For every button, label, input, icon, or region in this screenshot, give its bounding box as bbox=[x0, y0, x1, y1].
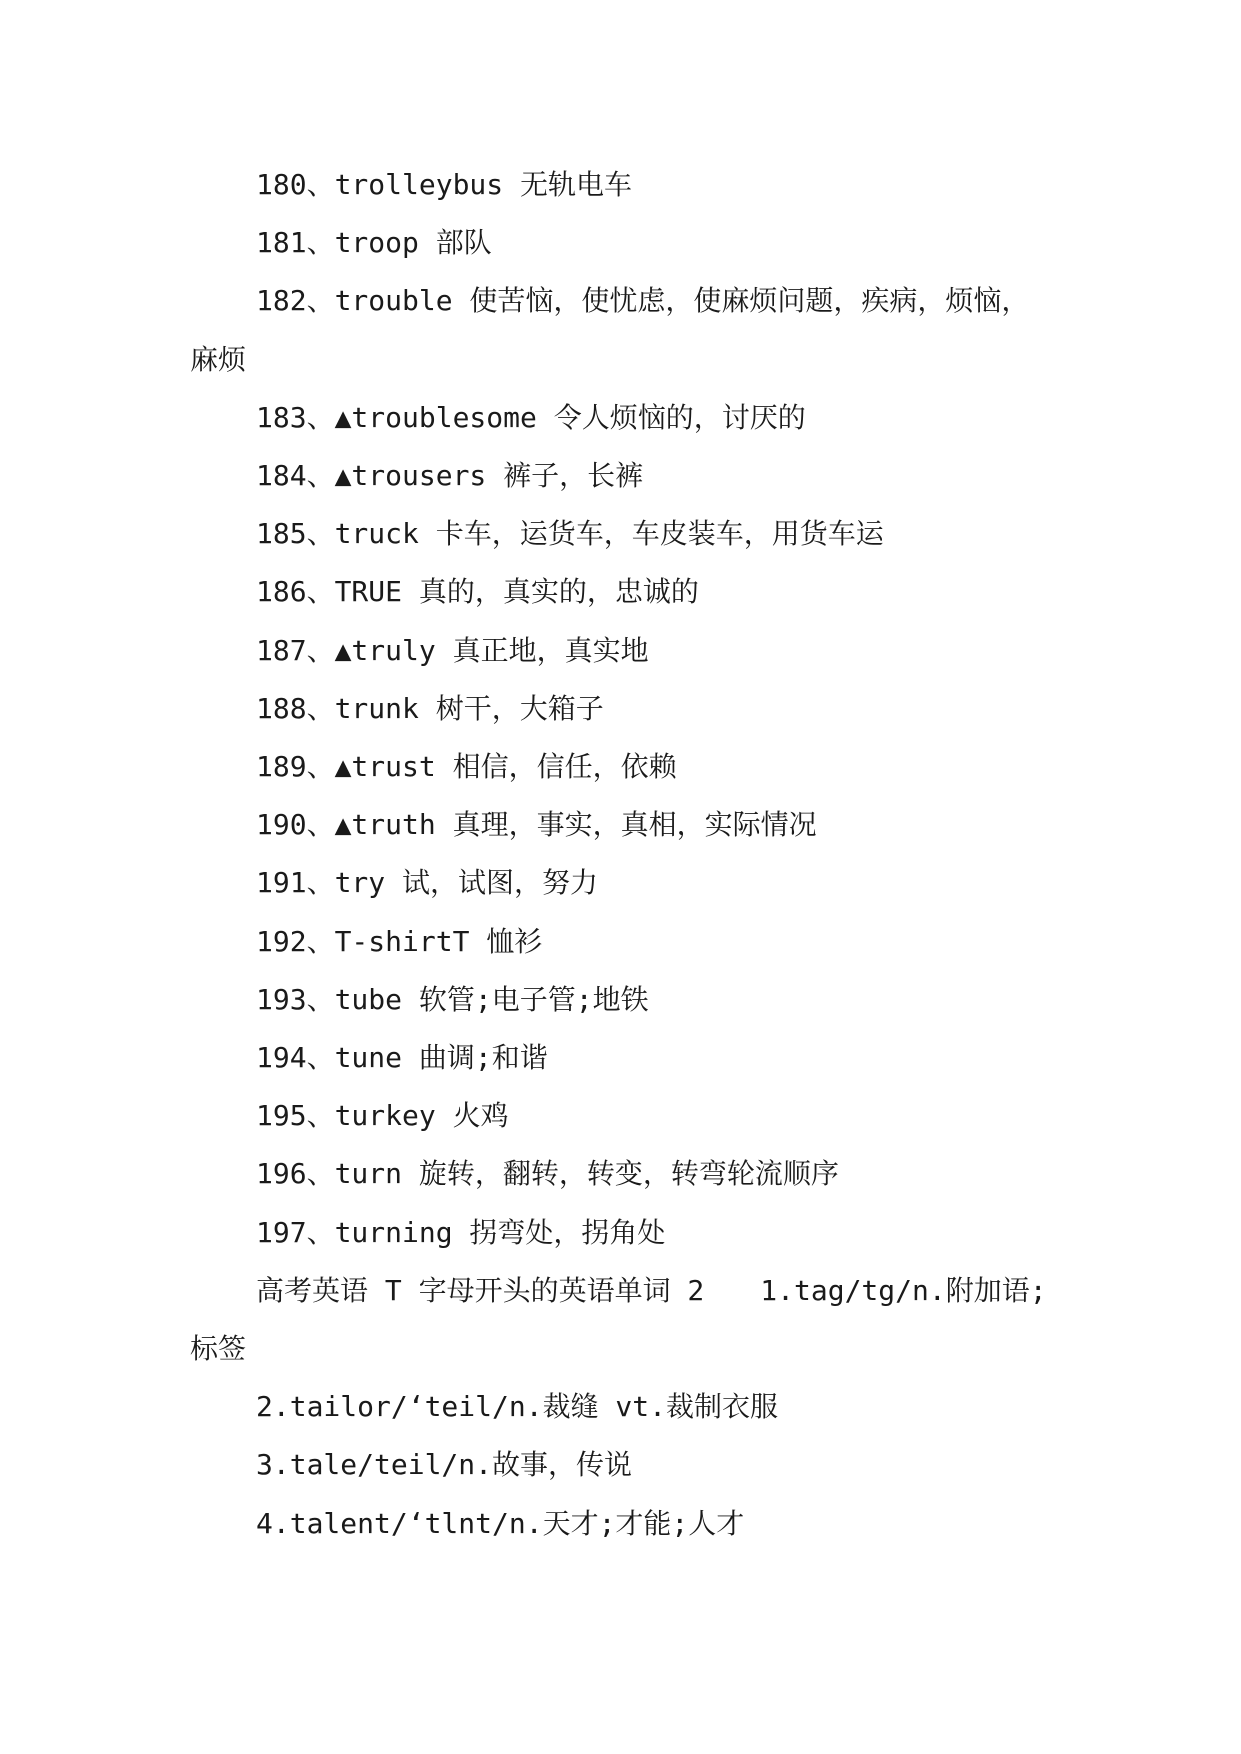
vocab-entry-182: 182、trouble 使苦恼，使忧虑，使麻烦问题，疾病，烦恼，麻烦 bbox=[190, 284, 1030, 376]
vocabulary-list bbox=[190, 156, 1056, 1553]
vocab-entry-186: 186、TRUE 真的，真实的，忠诚的 bbox=[256, 575, 699, 609]
vocab-entry-197: 197、turning 拐弯处，拐角处 bbox=[256, 1215, 666, 1249]
vocab-entry-184: 184、▲trousers 裤子，长裤 bbox=[256, 459, 644, 493]
vocab-entry-192: 192、T-shirtT 恤衫 bbox=[256, 924, 543, 958]
vocab-entry-185: 185、truck 卡车，运货车，车皮装车，用货车运 bbox=[256, 517, 884, 551]
vocab-entry-3: 3.tale/teil/n.故事，传说 bbox=[256, 1448, 633, 1482]
vocab-entry-195: 195、turkey 火鸡 bbox=[256, 1099, 509, 1133]
vocab-entry-4: 4.talent/‘tlnt/n.天才;才能;人才 bbox=[256, 1506, 745, 1540]
vocab-entry-190: 190、▲truth 真理，事实，真相，实际情况 bbox=[256, 808, 817, 842]
vocab-entry-180: 180、trolleybus 无轨电车 bbox=[256, 168, 633, 201]
vocab-entry-187: 187、▲truly 真正地，真实地 bbox=[256, 633, 649, 667]
vocab-entry-196: 196、turn 旋转，翻转，转变，转弯轮流顺序 bbox=[256, 1157, 839, 1191]
vocab-entry-194: 194、tune 曲调;和谐 bbox=[256, 1041, 548, 1075]
vocab-entry-189: 189、▲trust 相信，信任，依赖 bbox=[256, 750, 677, 784]
section-heading-with-entry-1: 高考英语 T 字母开头的英语单词 2 1.tag/tg/n.附加语;标签 bbox=[190, 1273, 1047, 1366]
vocab-entry-2: 2.tailor/‘teil/n.裁缝 vt.裁制衣服 bbox=[256, 1390, 779, 1424]
vocab-entry-191: 191、try 试，试图，努力 bbox=[256, 866, 599, 900]
vocab-entry-188: 188、trunk 树干，大箱子 bbox=[256, 691, 604, 725]
vocab-entry-183: 183、▲troublesome 令人烦恼的，讨厌的 bbox=[256, 400, 806, 434]
vocab-entry-181: 181、troop 部队 bbox=[256, 226, 492, 260]
vocab-entry-193: 193、tube 软管;电子管;地铁 bbox=[256, 982, 649, 1016]
